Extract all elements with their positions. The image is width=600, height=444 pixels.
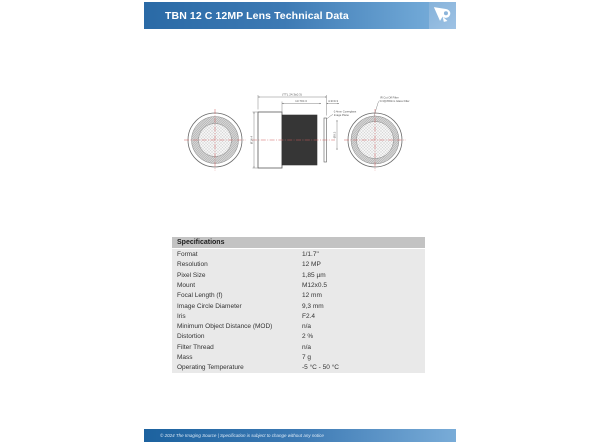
spec-value: 2 %: [302, 333, 314, 341]
spec-value: 12 mm: [302, 292, 322, 300]
spec-value: 7 g: [302, 354, 312, 361]
spec-row: [172, 363, 425, 373]
dim-barrel-diameter: Ø14.4: [249, 135, 254, 145]
spec-value: F2.4: [302, 312, 316, 320]
dim-image-diameter: Ø9.3: [332, 131, 337, 139]
spec-value: n/a: [302, 343, 312, 351]
lens-technical-drawing: [183, 83, 423, 193]
footer-bar: [144, 429, 456, 442]
spec-row: [172, 270, 425, 280]
spec-row: [172, 301, 425, 311]
spec-value: 12 MP: [302, 261, 321, 269]
page-title: TBN 12 C 12MP Lens Technical Data: [165, 9, 349, 22]
spec-value: 1,85 µm: [302, 271, 326, 279]
specifications-table: [172, 237, 425, 373]
spec-label: Mass: [177, 354, 193, 361]
spec-value: 1/1.7": [302, 251, 319, 259]
rear-view: [344, 109, 406, 171]
spec-label: Minimum Object Distance (MOD): [177, 323, 273, 331]
spec-label: Iris: [177, 312, 186, 320]
footer-text: © 2024 The Imaging Source | Specification is subject to change without any notice: [160, 433, 324, 438]
note-coverglass-2: Image Plane: [333, 114, 349, 117]
spec-row: [172, 260, 425, 270]
table-header: Specifications: [172, 237, 425, 248]
spec-value: M12x0.5: [302, 281, 327, 289]
spec-row: [172, 332, 425, 342]
spec-table-body: [172, 249, 425, 373]
dim-back-distance: 4.3±0.3: [328, 98, 338, 103]
imaging-source-logo-icon: [429, 2, 456, 29]
note-filter-2: 0.3(t)/650nm Glass Filter: [380, 100, 410, 103]
coverglass-annotation: [327, 110, 357, 120]
dim-total-length: (TTL 24.3±0.3): [282, 92, 302, 97]
dim-thread-length: 13.7±0.3: [295, 98, 307, 103]
spec-row: [172, 352, 425, 362]
front-view: [184, 109, 246, 171]
note-filter-1: IR Cut Off Filter: [380, 96, 399, 100]
spec-label: Format: [177, 251, 198, 259]
spec-label: Pixel Size: [177, 271, 206, 279]
filter-annotation: [374, 96, 410, 117]
spec-label: Image Circle Diameter: [177, 302, 242, 310]
spec-row: [172, 321, 425, 331]
note-coverglass-1: 0.4mm Coverglass: [333, 110, 357, 114]
drawing-svg: [183, 83, 423, 193]
spec-row: [172, 249, 425, 259]
spec-label: Focal Length (f): [177, 292, 223, 300]
spec-row: [172, 311, 425, 321]
spec-row: [172, 280, 425, 290]
spec-label: Operating Temperature: [177, 364, 244, 372]
spec-row: [172, 342, 425, 352]
spec-value: n/a: [302, 323, 312, 331]
spec-label: Filter Thread: [177, 343, 214, 351]
spec-label: Distortion: [177, 333, 205, 341]
spec-label: Mount: [177, 281, 196, 289]
side-view: [252, 112, 335, 168]
spec-value: -5 °C - 50 °C: [302, 364, 339, 372]
spec-value: 9,3 mm: [302, 302, 324, 310]
header-bar: [144, 2, 456, 29]
spec-label: Resolution: [177, 261, 208, 269]
spec-row: [172, 291, 425, 301]
